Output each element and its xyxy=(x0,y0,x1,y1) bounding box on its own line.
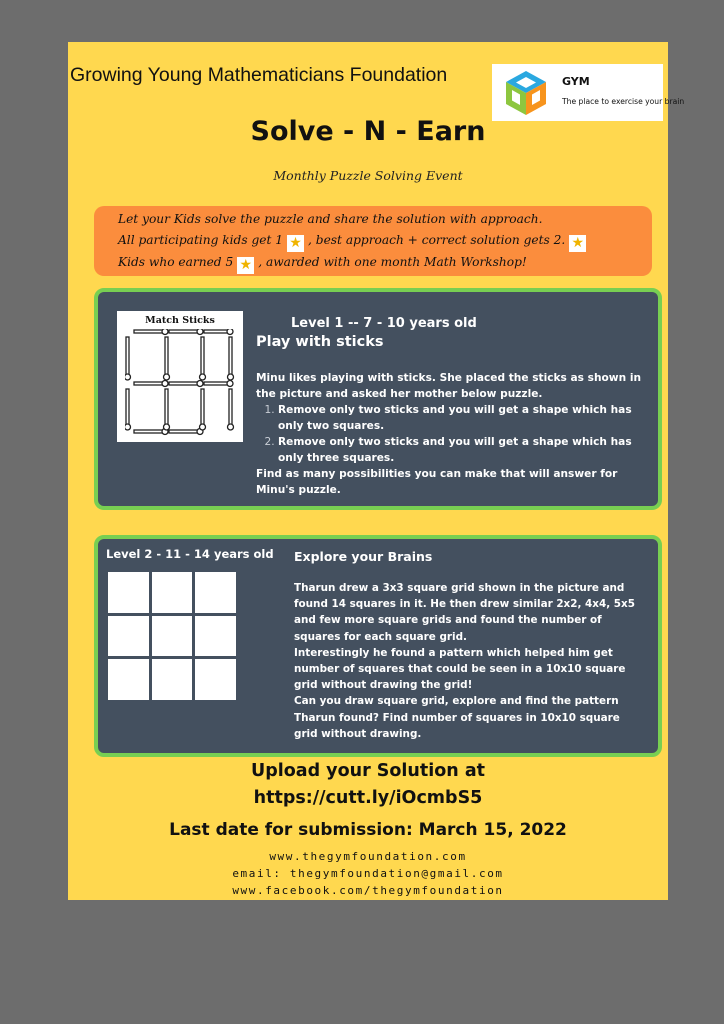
star-icon: ★ xyxy=(237,257,254,274)
square-grid-image xyxy=(108,572,236,700)
gym-cube-icon xyxy=(502,69,550,117)
level1-title: Level 1 -- 7 - 10 years old xyxy=(291,316,477,331)
facebook-link[interactable]: www.facebook.com/thegymfoundation xyxy=(232,884,504,897)
list-item: 1. Remove only two sticks and you will get a shape which has only two squares. xyxy=(278,402,658,434)
level2-paragraph: Can you draw square grid, explore and find the pattern Tharun found? Find number of squares in 10x10 square grid without drawing. xyxy=(294,695,620,740)
level1-intro: Minu likes playing with sticks. She placed the sticks as shown in the picture and asked her mother below puzzle. xyxy=(256,372,641,400)
announcement-line-1: Let your Kids solve the puzzle and share the solution with approach. xyxy=(118,212,543,226)
level1-list xyxy=(256,402,658,466)
level2-panel xyxy=(94,535,662,757)
grid-cell xyxy=(108,572,149,613)
level1-outro: Find as many possibilities you can make that will answer for Minu's puzzle. xyxy=(256,468,618,496)
event-title: Solve - N - Earn xyxy=(250,116,486,147)
level2-subtitle: Explore your Brains xyxy=(294,549,433,564)
level2-text xyxy=(294,580,644,742)
logo-name: GYM xyxy=(562,75,590,88)
poster xyxy=(68,42,685,900)
announcement-box xyxy=(94,206,652,276)
grid-cell xyxy=(152,616,193,657)
grid-cell xyxy=(108,616,149,657)
website-link[interactable]: www.thegymfoundation.com xyxy=(269,850,467,863)
match-sticks-image xyxy=(117,311,243,442)
star-icon: ★ xyxy=(287,235,304,252)
upload-label: Upload your Solution at xyxy=(251,761,485,781)
org-name: Growing Young Mathematicians Foundation xyxy=(70,64,448,86)
grid-cell xyxy=(108,659,149,700)
level1-panel xyxy=(94,288,662,510)
gym-logo xyxy=(492,64,685,121)
event-subtitle: Monthly Puzzle Solving Event xyxy=(273,168,463,183)
level1-text xyxy=(256,370,658,498)
level2-title: Level 2 - 11 - 14 years old xyxy=(106,547,274,561)
contact-info xyxy=(68,848,668,899)
grid-cell xyxy=(195,572,236,613)
announcement-line-2: All participating kids get 1 ★ , best approach + correct solution gets 2. ★ xyxy=(118,230,652,252)
announcement-line-3: Kids who earned 5 ★ , awarded with one month Math Workshop! xyxy=(118,255,527,273)
email-link[interactable]: email: thegymfoundation@gmail.com xyxy=(232,867,504,880)
upload-link[interactable]: https://cutt.ly/iOcmbS5 xyxy=(253,788,483,808)
upload-section xyxy=(68,758,668,812)
level2-paragraph: Interestingly he found a pattern which helped him get number of squares that could be seen in a 10x10 square grid without drawing the grid! xyxy=(294,646,626,692)
match-sticks-title: Match Sticks xyxy=(145,315,215,326)
star-icon: ★ xyxy=(569,235,586,252)
level2-paragraph: Tharun drew a 3x3 square grid shown in the picture and found 14 squares in it. He then drew similar 2x2, 4x4, 5x5 and few more square grids and found the number of squares for each square grid. xyxy=(294,582,635,643)
grid-cell xyxy=(152,659,193,700)
grid-cell xyxy=(195,616,236,657)
grid-cell xyxy=(195,659,236,700)
level1-subtitle: Play with sticks xyxy=(256,334,384,350)
submission-deadline: Last date for submission: March 15, 2022 xyxy=(169,820,567,840)
list-item: 2. Remove only two sticks and you will get a shape which has only three squares. xyxy=(278,434,658,466)
grid-cell xyxy=(152,572,193,613)
logo-tagline: The place to exercise your brain xyxy=(562,97,685,106)
match-sticks-icon xyxy=(125,329,235,437)
